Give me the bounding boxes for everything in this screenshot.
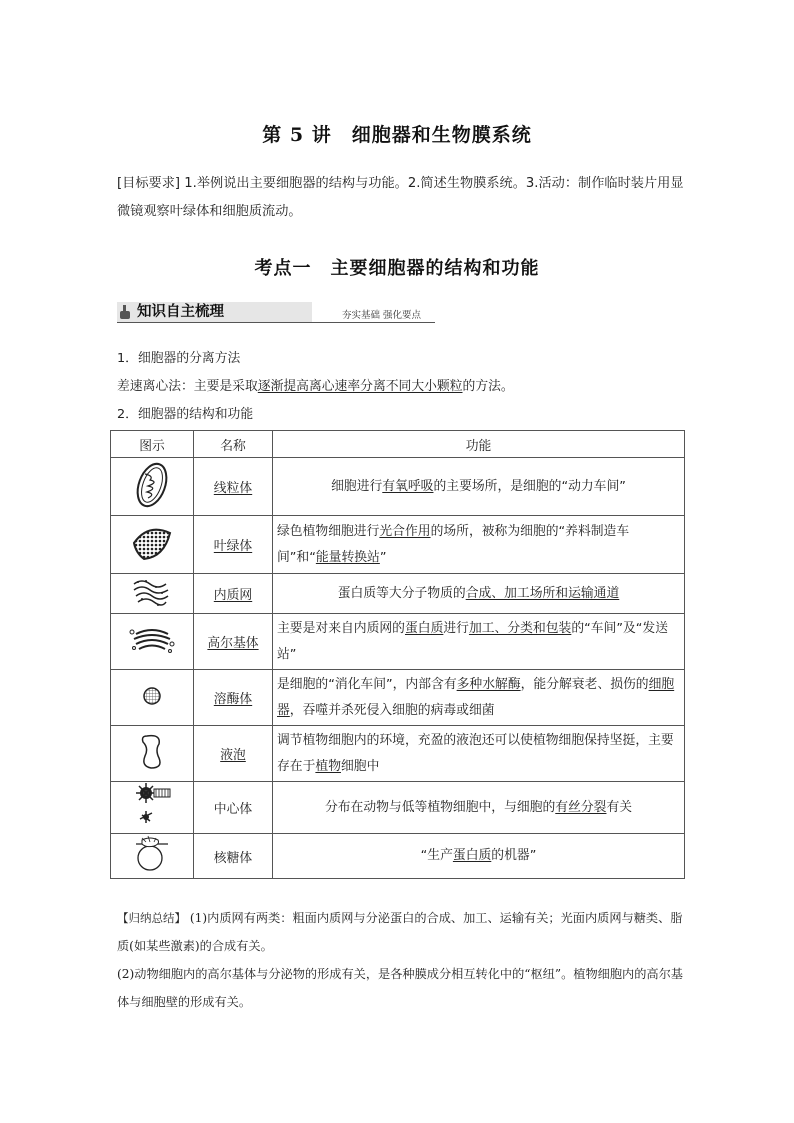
organelle-function: 蛋白质等大分子物质的合成、加工场所和运输通道 bbox=[273, 574, 685, 614]
point-1-text: 差速离心法：主要是采取逐渐提高离心速率分离不同大小颗粒的方法。 bbox=[117, 379, 514, 394]
goals-label: [目标要求] bbox=[117, 176, 181, 191]
organelle-function: 主要是对来自内质网的蛋白质进行加工、分类和包装的“车间”及“发送站” bbox=[273, 614, 685, 670]
organelle-function: 细胞进行有氧呼吸的主要场所，是细胞的“动力车间” bbox=[273, 458, 685, 516]
header-name: 名称 bbox=[194, 431, 273, 458]
summary-block bbox=[117, 904, 692, 1016]
summary-label: 【归纳总结】 bbox=[117, 911, 186, 925]
organelle-name: 溶酶体 bbox=[213, 692, 253, 707]
organelle-function: 调节植物细胞内的环境，充盈的液泡还可以使植物细胞保持坚挺，主要存在于植物细胞中 bbox=[273, 726, 685, 782]
golgi-icon bbox=[128, 624, 176, 656]
mitochondrion-icon bbox=[132, 460, 172, 510]
table-row bbox=[111, 614, 685, 670]
table-header-row bbox=[111, 431, 685, 458]
centrosome-icon bbox=[132, 783, 172, 829]
point-1-heading: 1．细胞器的分离方法 bbox=[117, 351, 241, 366]
er-icon bbox=[130, 576, 174, 608]
underlined-answer: 逐渐提高离心速率分离不同大小颗粒 bbox=[257, 379, 463, 394]
organelle-function: 是细胞的“消化车间”，内部含有多种水解酶，能分解衰老、损伤的细胞器，吞噬并杀死侵入细胞的病毒或细菌 bbox=[273, 670, 685, 726]
chloroplast-icon bbox=[130, 523, 174, 563]
table-row bbox=[111, 574, 685, 614]
vacuole-icon bbox=[137, 732, 167, 772]
organelle-name: 中心体 bbox=[213, 802, 253, 817]
lysosome-icon bbox=[140, 684, 164, 708]
organelle-function: 绿色植物细胞进行光合作用的场所，被称为细胞的“养料制造车间”和“能量转换站” bbox=[273, 516, 685, 574]
organelle-name: 核糖体 bbox=[213, 850, 253, 866]
organelle-name: 内质网 bbox=[213, 588, 253, 603]
summary-paragraph-2: (2)动物细胞内的高尔基体与分泌物的形成有关，是各种膜成分相互转化中的“枢纽”。植物细胞内的高尔基体与细胞壁的形成有关。 bbox=[117, 967, 683, 1009]
ribosome-icon bbox=[132, 834, 172, 874]
section-title: 考点一 主要细胞器的结构和功能 bbox=[254, 258, 540, 279]
organelle-function: 分布在动物与低等植物细胞中，与细胞的有丝分裂有关 bbox=[273, 782, 685, 834]
table-row bbox=[111, 782, 685, 834]
page-title: 第 5 讲 细胞器和生物膜系统 bbox=[262, 124, 532, 146]
point-2-heading: 2．细胞器的结构和功能 bbox=[117, 407, 254, 422]
organelle-name: 高尔基体 bbox=[207, 636, 259, 651]
organelle-function: “生产蛋白质的机器” bbox=[273, 834, 685, 879]
summary-paragraph-1: 【归纳总结】 (1)内质网有两类：粗面内质网与分泌蛋白的合成、加工、运输有关；光面内质网与糖类、脂质(如某些激素)的合成有关。 bbox=[117, 911, 683, 953]
table-row bbox=[111, 516, 685, 574]
banner-subtitle: 夯实基础 强化要点 bbox=[342, 310, 422, 321]
learning-goals bbox=[117, 170, 692, 226]
header-image: 图示 bbox=[111, 431, 194, 458]
table-row bbox=[111, 726, 685, 782]
table-row bbox=[111, 670, 685, 726]
header-function: 功能 bbox=[273, 431, 685, 458]
section-banner bbox=[117, 302, 435, 324]
organelle-name: 液泡 bbox=[220, 748, 246, 763]
organelle-name: 线粒体 bbox=[213, 481, 253, 496]
hand-pointer-icon bbox=[119, 305, 131, 319]
table-row bbox=[111, 458, 685, 516]
table-row bbox=[111, 834, 685, 879]
banner-label: 知识自主梳理 bbox=[137, 304, 224, 320]
organelle-table bbox=[110, 430, 685, 879]
organelle-name: 叶绿体 bbox=[213, 539, 253, 554]
goals-text: 1.举例说出主要细胞器的结构与功能。2.简述生物膜系统。3.活动：制作临时装片用显微镜观察叶绿体和细胞质流动。 bbox=[117, 176, 684, 219]
